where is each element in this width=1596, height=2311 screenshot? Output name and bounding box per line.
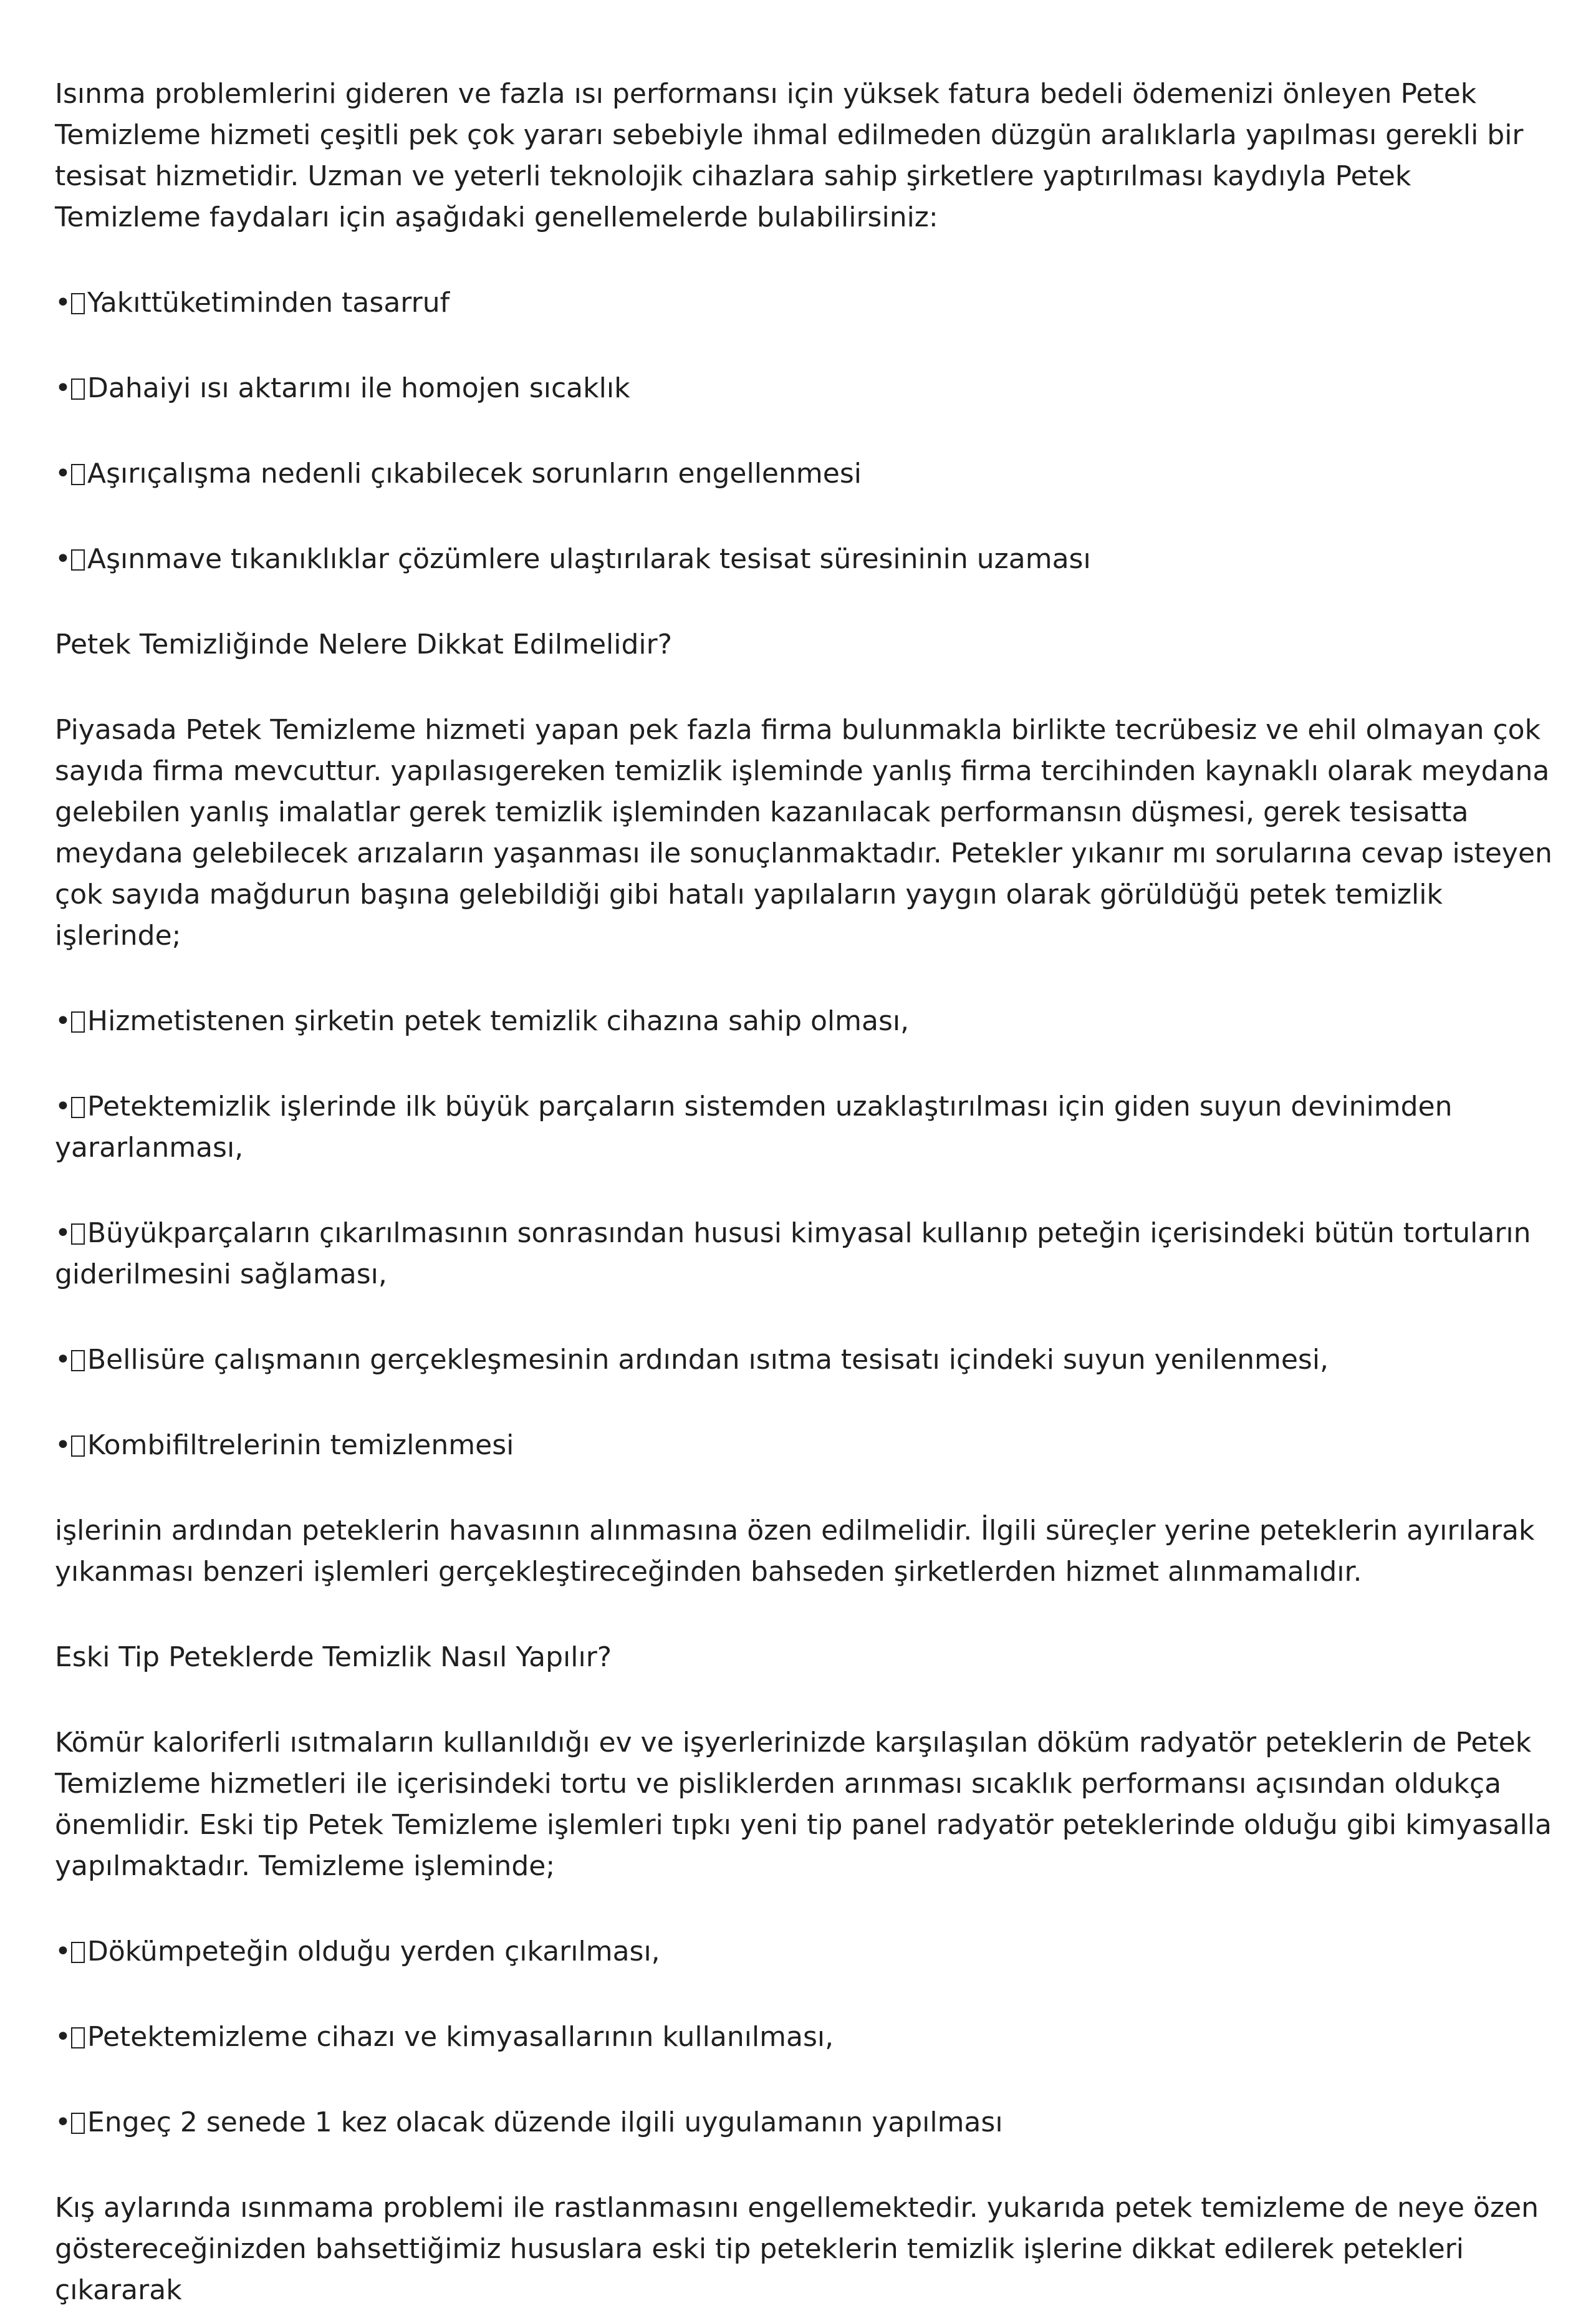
missing-glyph-icon [71, 1350, 85, 1371]
bullet-item [55, 1339, 1564, 1381]
missing-glyph-icon [71, 379, 85, 400]
paragraph: Kış aylarında ısınmama problemi ile rastlanmasını engellemektedir. yukarıda petek temizleme de neye özen göstereceğinizden bahsettiğimiz hususlara eski tip peteklerin temizlik işlerine dikkat edilerek petekleri çıkararak [55, 2192, 1539, 2306]
bullet-mark: • [55, 1005, 71, 1037]
bullet-item [55, 1425, 1564, 1466]
bullet-item [55, 1213, 1564, 1295]
bullet-item [55, 2102, 1564, 2143]
bullet-item [55, 1001, 1564, 1042]
bullet-text: Kombifiltrelerinin temizlenmesi [87, 1429, 514, 1461]
missing-glyph-icon [71, 1942, 85, 1963]
bullet-mark: • [55, 1429, 71, 1461]
bullet-text: Engeç 2 senede 1 kez olacak düzende ilgili uygulamanın yapılması [87, 2106, 1003, 2138]
bullet-text: Büyükparçaların çıkarılmasının sonrasından hususi kimyasal kullanıp peteğin içerisindeki bütün tortuların giderilmesini sağlaması, [55, 1217, 1531, 1290]
bullet-item [55, 539, 1564, 580]
bullet-mark: • [55, 372, 71, 404]
paragraph: Piyasada Petek Temizleme hizmeti yapan pek fazla firma bulunmakla birlikte tecrübesiz ve ehil olmayan çok sayıda firma mevcuttur. yapılasıgereken temizlik işleminde yanlış firma tercihinden kaynaklı olarak meydana gelebilen yanlış imalatlar gerek temizlik işleminden kazanılacak performansın düşmesi, gerek tesisatta meydana gelebilecek arızaların yaşanması ile sonuçlanmaktadır. Petekler yıkanır mı sorularına cevap isteyen çok sayıda mağdurun başına gelebildiği gibi hatalı yapılaların yaygın olarak görüldüğü petek temizlik işlerinde; [55, 714, 1552, 952]
paragraph: Eski Tip Peteklerde Temizlik Nasıl Yapılır? [55, 1641, 612, 1673]
missing-glyph-icon [71, 464, 85, 485]
missing-glyph-icon [71, 1097, 85, 1118]
bullet-mark: • [55, 458, 71, 490]
document-body [55, 74, 1564, 2311]
bullet-mark: • [55, 1344, 71, 1376]
bullet-text: Aşırıçalışma nedenli çıkabilecek sorunların engellenmesi [87, 458, 862, 490]
paragraph: Kömür kaloriferli ısıtmaların kullanıldığı ev ve işyerlerinizde karşılaşılan döküm radyatör peteklerin de Petek Temizleme hizmetleri ile içerisindeki tortu ve pisliklerden arınması sıcaklık performansı açısından oldukça önemlidir. Eski tip Petek Temizleme işlemleri tıpkı yeni tip panel radyatör peteklerinde olduğu gibi kimyasalla yapılmaktadır. Temizleme işleminde; [55, 1727, 1552, 1882]
bullet-mark: • [55, 2021, 71, 2053]
bullet-text: Petektemizlik işlerinde ilk büyük parçaların sistemden uzaklaştırılması için giden suyun devinimden yararlanması, [55, 1091, 1453, 1164]
bullet-text: Hizmetistenen şirketin petek temizlik cihazına sahip olması, [87, 1005, 910, 1037]
missing-glyph-icon [71, 1435, 85, 1457]
bullet-mark: • [55, 1091, 71, 1122]
bullet-mark: • [55, 1217, 71, 1249]
missing-glyph-icon [71, 2113, 85, 2134]
bullet-text: Aşınmave tıkanıklıklar çözümlere ulaştırılarak tesisat süresininin uzaması [87, 543, 1091, 575]
bullet-item [55, 282, 1564, 324]
paragraph: Isınma problemlerini gideren ve fazla ısı performansı için yüksek fatura bedeli ödemenizi önleyen Petek Temizleme hizmeti çeşitli pek çok yararı sebebiyle ihmal edilmeden düzgün aralıklarla yapılması gerekli bir tesisat hizmetidir. Uzman ve yeterli teknolojik cihazlara sahip şirketlere yaptırılması kaydıyla Petek Temizleme faydaları için aşağıdaki genellemelerde bulabilirsiniz: [55, 78, 1524, 233]
bullet-item [55, 2017, 1564, 2058]
bullet-text: Dahaiyi ısı aktarımı ile homojen sıcaklık [87, 372, 630, 404]
bullet-text: Dökümpeteğin olduğu yerden çıkarılması, [87, 1936, 660, 1967]
missing-glyph-icon [71, 293, 85, 314]
bullet-text: Yakıttüketiminden tasarruf [87, 287, 450, 319]
bullet-mark: • [55, 287, 71, 319]
bullet-text: Petektemizleme cihazı ve kimyasallarının kullanılması, [87, 2021, 834, 2053]
bullet-item [55, 1931, 1564, 1972]
bullet-mark: • [55, 2106, 71, 2138]
bullet-item [55, 453, 1564, 495]
missing-glyph-icon [71, 1011, 85, 1033]
bullet-item [55, 368, 1564, 409]
bullet-item [55, 1086, 1564, 1169]
bullet-text: Bellisüre çalışmanın gerçekleşmesinin ardından ısıtma tesisatı içindeki suyun yenilenmesi, [87, 1344, 1329, 1376]
missing-glyph-icon [71, 2027, 85, 2048]
missing-glyph-icon [71, 1223, 85, 1245]
bullet-mark: • [55, 543, 71, 575]
paragraph: işlerinin ardından peteklerin havasının alınmasına özen edilmelidir. İlgili süreçler yerine peteklerin ayırılarak yıkanması benzeri işlemleri gerçekleştireceğinden bahseden şirketlerden hizmet alınmamalıdır. [55, 1515, 1535, 1588]
paragraph: Petek Temizliğinde Nelere Dikkat Edilmelidir? [55, 629, 673, 660]
missing-glyph-icon [71, 549, 85, 571]
bullet-mark: • [55, 1936, 71, 1967]
